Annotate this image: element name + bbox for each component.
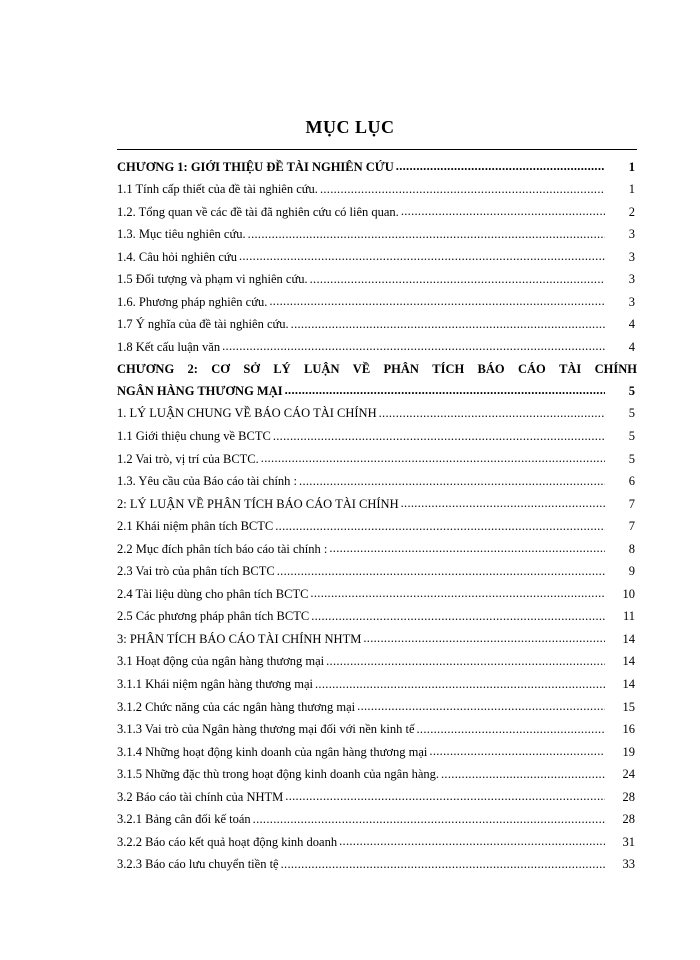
leader-dots bbox=[396, 160, 605, 175]
toc-label: 2.4 Tài liệu dùng cho phân tích BCTC bbox=[117, 586, 309, 601]
toc-entry[interactable] bbox=[117, 444, 637, 467]
toc-entry[interactable] bbox=[117, 310, 637, 333]
toc-chapter-2-word: TÀI bbox=[559, 361, 582, 376]
toc-page-number: 4 bbox=[628, 317, 635, 332]
table-of-contents bbox=[117, 152, 637, 872]
leader-dots bbox=[363, 632, 605, 647]
toc-page-number: 1 bbox=[628, 182, 635, 197]
toc-page-number: 3 bbox=[628, 272, 635, 287]
toc-entry[interactable] bbox=[117, 805, 637, 828]
leader-dots bbox=[222, 340, 605, 355]
toc-page-number: 11 bbox=[622, 609, 635, 624]
toc-entry[interactable] bbox=[117, 512, 637, 535]
toc-label: 2.5 Các phương pháp phân tích BCTC bbox=[117, 609, 310, 624]
leader-dots bbox=[239, 250, 605, 265]
leader-dots bbox=[248, 228, 605, 243]
leader-dots bbox=[285, 384, 605, 399]
toc-entry[interactable] bbox=[117, 287, 637, 310]
toc-page-number: 6 bbox=[628, 474, 635, 489]
toc-chapter-2-line2 bbox=[117, 377, 637, 399]
toc-entry[interactable] bbox=[117, 421, 637, 444]
page-title: MỤC LỤC bbox=[305, 117, 395, 137]
leader-dots bbox=[417, 723, 606, 738]
toc-chapter-2-word: CÁO bbox=[517, 361, 546, 376]
toc-chapter-2-word: 2: bbox=[187, 361, 198, 376]
toc-entry[interactable] bbox=[117, 265, 637, 288]
leader-dots bbox=[261, 452, 605, 467]
toc-entry[interactable] bbox=[117, 399, 637, 422]
toc-chapter-1[interactable] bbox=[117, 152, 637, 175]
toc-label: 3: PHÂN TÍCH BÁO CÁO TÀI CHÍNH NHTM bbox=[117, 631, 362, 646]
leader-dots bbox=[379, 407, 605, 422]
toc-chapter-2-word: CHƯƠNG bbox=[117, 361, 175, 376]
toc-label: 1.1 Giới thiệu chung về BCTC bbox=[117, 429, 271, 444]
toc-page-number: 16 bbox=[622, 722, 635, 737]
leader-dots bbox=[310, 587, 605, 602]
toc-section-list-ch2 bbox=[117, 399, 637, 872]
leader-dots bbox=[291, 318, 605, 333]
toc-chapter-2-word: LÝ bbox=[273, 361, 291, 376]
toc-label: 1.2. Tổng quan về các đề tài đã nghiên cứu có liên quan. bbox=[117, 204, 399, 219]
toc-entry[interactable] bbox=[117, 624, 637, 647]
toc-chapter-2-word: LUẬN bbox=[304, 361, 340, 376]
toc-page-number: 7 bbox=[628, 519, 635, 534]
leader-dots bbox=[285, 790, 605, 805]
toc-chapter-2-word: CHÍNH bbox=[594, 361, 637, 376]
toc-label: 1.3. Yêu cầu của Báo cáo tài chính : bbox=[117, 474, 298, 489]
toc-entry[interactable] bbox=[117, 467, 637, 490]
leader-dots bbox=[329, 542, 605, 557]
leader-dots bbox=[269, 295, 605, 310]
toc-page-number: 8 bbox=[628, 541, 635, 556]
toc-chapter-2-word: BÁO bbox=[477, 361, 505, 376]
toc-page-number: 10 bbox=[622, 586, 635, 601]
toc-label: 3.2.3 Báo cáo lưu chuyển tiền tệ bbox=[117, 857, 279, 872]
toc-label: 1.3. Mục tiêu nghiên cứu. bbox=[117, 227, 246, 242]
leader-dots bbox=[401, 205, 605, 220]
leader-dots bbox=[441, 768, 605, 783]
toc-page-number: 5 bbox=[628, 451, 635, 466]
toc-label: 1.1 Tính cấp thiết của đề tài nghiên cứu. bbox=[117, 182, 318, 197]
toc-page-number: 2 bbox=[628, 204, 635, 219]
leader-dots bbox=[310, 273, 605, 288]
toc-page-number: 3 bbox=[628, 294, 635, 309]
toc-entry[interactable] bbox=[117, 602, 637, 625]
leader-dots bbox=[326, 655, 605, 670]
toc-page-number: 9 bbox=[628, 564, 635, 579]
toc-label: 3.1.3 Vai trò của Ngân hàng thương mại đối với nền kinh tế bbox=[117, 722, 415, 737]
toc-entry[interactable] bbox=[117, 242, 637, 265]
toc-label: 3.2 Báo cáo tài chính của NHTM bbox=[117, 789, 284, 804]
toc-page-number: 15 bbox=[622, 699, 635, 714]
toc-entry[interactable] bbox=[117, 669, 637, 692]
toc-label: 2.2 Mục đích phân tích báo cáo tài chính : bbox=[117, 541, 328, 556]
toc-entry[interactable] bbox=[117, 850, 637, 873]
toc-label: 3.1.4 Những hoạt động kinh doanh của ngân hàng thương mại bbox=[117, 744, 428, 759]
toc-label: 1.8 Kết cấu luận văn bbox=[117, 339, 221, 354]
leader-dots bbox=[253, 813, 605, 828]
toc-entry[interactable] bbox=[117, 557, 637, 580]
leader-dots bbox=[320, 183, 605, 198]
toc-chapter-2[interactable] bbox=[117, 355, 637, 399]
toc-label: 1.6. Phương pháp nghiên cứu. bbox=[117, 294, 268, 309]
leader-dots bbox=[273, 430, 605, 445]
toc-label: 3.1.1 Khái niệm ngân hàng thương mại bbox=[117, 677, 313, 692]
leader-dots bbox=[311, 610, 605, 625]
toc-entry[interactable] bbox=[117, 782, 637, 805]
toc-label: 1.2 Vai trò, vị trí của BCTC. bbox=[117, 451, 259, 466]
leader-dots bbox=[281, 858, 605, 873]
toc-chapter-2-word: TÍCH bbox=[432, 361, 465, 376]
toc-label: 2.1 Khái niệm phân tích BCTC bbox=[117, 519, 274, 534]
toc-page-number: 14 bbox=[622, 654, 635, 669]
toc-page-number: 1 bbox=[628, 159, 635, 174]
toc-entry[interactable] bbox=[117, 760, 637, 783]
toc-entry[interactable] bbox=[117, 534, 637, 557]
toc-entry[interactable] bbox=[117, 692, 637, 715]
toc-label: 2.3 Vai trò của phân tích BCTC bbox=[117, 564, 275, 579]
leader-dots bbox=[275, 520, 605, 535]
toc-chapter-2-word: VỀ bbox=[352, 361, 371, 376]
leader-dots bbox=[429, 745, 605, 760]
toc-label: CHƯƠNG 1: GIỚI THIỆU ĐỀ TÀI NGHIÊN CỨU bbox=[117, 159, 394, 174]
toc-page-number: 5 bbox=[628, 429, 635, 444]
toc-page-number: 24 bbox=[622, 767, 635, 782]
toc-page-number: 28 bbox=[622, 789, 635, 804]
toc-page-number: 4 bbox=[628, 339, 635, 354]
toc-page-number: 5 bbox=[628, 383, 635, 398]
toc-entry[interactable] bbox=[117, 332, 637, 355]
toc-chapter-2-line1 bbox=[117, 355, 637, 377]
leader-dots bbox=[315, 678, 605, 693]
leader-dots bbox=[339, 835, 605, 850]
toc-label: NGÂN HÀNG THƯƠNG MẠI bbox=[117, 383, 283, 398]
toc-entry[interactable] bbox=[117, 715, 637, 738]
toc-page-number: 14 bbox=[622, 631, 635, 646]
toc-page-number: 28 bbox=[622, 812, 635, 827]
leader-dots bbox=[277, 565, 605, 580]
toc-label: 3.1.5 Những đặc thù trong hoạt động kinh doanh của ngân hàng. bbox=[117, 767, 439, 782]
toc-page-number: 31 bbox=[622, 834, 635, 849]
toc-entry[interactable] bbox=[117, 489, 637, 512]
toc-chapter-2-word: PHÂN bbox=[383, 361, 419, 376]
toc-entry[interactable] bbox=[117, 827, 637, 850]
toc-entry[interactable] bbox=[117, 175, 637, 198]
leader-dots bbox=[401, 497, 605, 512]
leader-dots bbox=[299, 475, 605, 490]
toc-entry[interactable] bbox=[117, 737, 637, 760]
toc-label: 2: LÝ LUẬN VỀ PHÂN TÍCH BÁO CÁO TÀI CHÍNH bbox=[117, 496, 399, 511]
toc-label: 1.4. Câu hỏi nghiên cứu bbox=[117, 249, 237, 264]
toc-section-list-ch1 bbox=[117, 175, 637, 355]
toc-label: 3.2.2 Báo cáo kết quả hoạt động kinh doanh bbox=[117, 834, 338, 849]
toc-entry[interactable] bbox=[117, 647, 637, 670]
toc-entry[interactable] bbox=[117, 579, 637, 602]
toc-page-number: 33 bbox=[622, 857, 635, 872]
toc-page-number: 7 bbox=[628, 496, 635, 511]
leader-dots bbox=[357, 700, 605, 715]
title-divider bbox=[117, 149, 637, 150]
toc-label: 3.2.1 Bảng cân đối kế toán bbox=[117, 812, 251, 827]
toc-page-number: 14 bbox=[622, 677, 635, 692]
toc-entry[interactable] bbox=[117, 220, 637, 243]
toc-label: 3.1.2 Chức năng của các ngân hàng thương mại bbox=[117, 699, 356, 714]
toc-page-number: 19 bbox=[622, 744, 635, 759]
toc-entry[interactable] bbox=[117, 197, 637, 220]
toc-page-number: 3 bbox=[628, 227, 635, 242]
toc-page-number: 3 bbox=[628, 249, 635, 264]
toc-label: 1.7 Ý nghĩa của đề tài nghiên cứu. bbox=[117, 317, 289, 332]
toc-chapter-2-word: CƠ bbox=[211, 361, 230, 376]
toc-chapter-2-word: SỞ bbox=[243, 361, 261, 376]
toc-page-number: 5 bbox=[628, 406, 635, 421]
toc-label: 1. LÝ LUẬN CHUNG VỀ BÁO CÁO TÀI CHÍNH bbox=[117, 406, 377, 421]
toc-label: 1.5 Đối tượng và phạm vi nghiên cứu. bbox=[117, 272, 308, 287]
toc-label: 3.1 Hoạt động của ngân hàng thương mại bbox=[117, 654, 325, 669]
